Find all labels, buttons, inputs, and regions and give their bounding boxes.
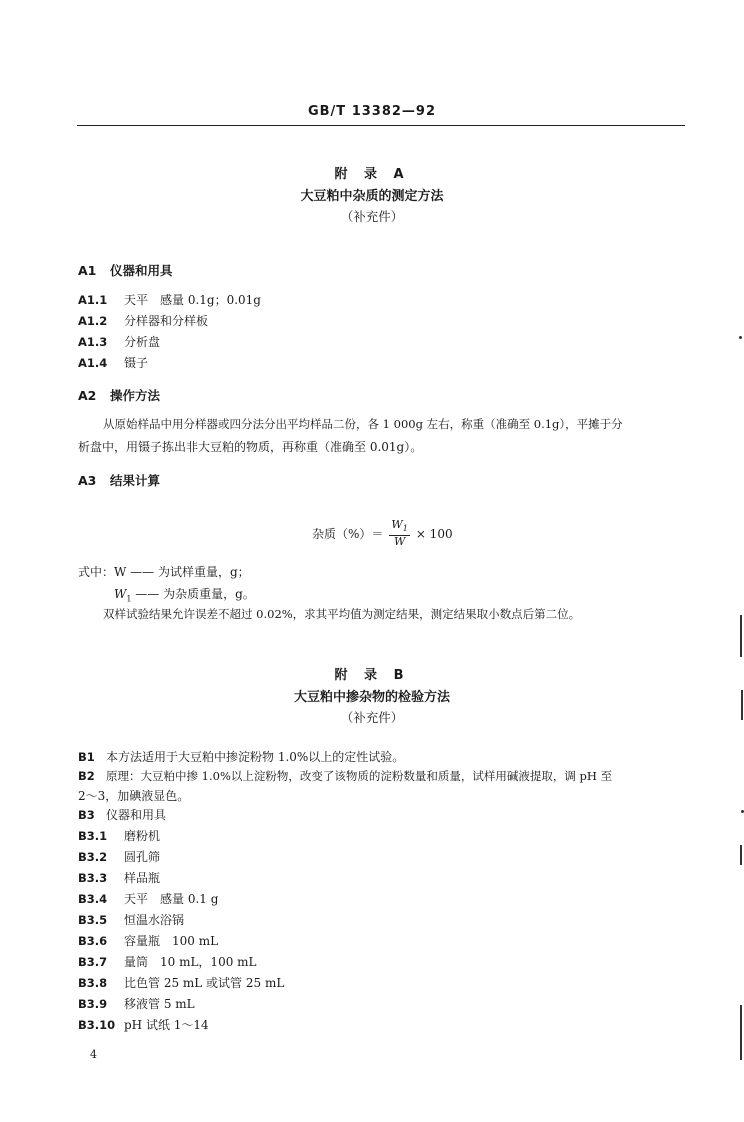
list-item	[78, 953, 257, 970]
b2-clause	[78, 768, 612, 784]
item-text: 比色管 25 mL 或试管 25 mL	[124, 976, 285, 990]
item-number: A1.2	[78, 314, 108, 328]
where-w: W —— 为试样重量，g；	[114, 565, 250, 579]
annex-a-subtitle: 大豆粕中杂质的测定方法	[300, 189, 444, 204]
formula-rhs: × 100	[415, 526, 453, 541]
a2-paragraph-line1: 从原始样品中用分样器或四分法分出平均样品二份，各 1 000g 左右，称重（准确至 0.1g），平摊于分	[103, 417, 623, 431]
b2-clause-line2: 2～3，加碘液显色。	[78, 789, 190, 803]
annex-b-subtitle: 大豆粕中掺杂物的检验方法	[293, 690, 450, 705]
section-number: A2	[78, 388, 97, 403]
where-w1-line	[114, 585, 255, 603]
tolerance-paragraph: 双样试验结果允许误差不超过 0.02%，求其平均值为测定结果，测定结果取小数点后第二位。	[103, 607, 581, 621]
page-number: 4	[90, 1048, 97, 1061]
list-item	[78, 869, 160, 886]
b1-clause	[78, 748, 404, 765]
clause-text: 原理：大豆粕中掺 1.0%以上淀粉物，改变了该物质的淀粉数量和质量，试样用碱液提取，调 pH 至	[106, 769, 613, 783]
item-number: A1.3	[78, 335, 108, 349]
item-number: B3.4	[78, 892, 108, 906]
item-number: A1.4	[78, 356, 108, 370]
item-text: 量筒 10 mL，100 mL	[124, 955, 257, 969]
b3-clause	[78, 806, 166, 823]
scan-artifact	[741, 690, 743, 720]
clause-text: 仪器和用具	[106, 808, 167, 822]
section-a3-heading	[78, 471, 160, 489]
scan-artifact	[740, 615, 742, 657]
annex-b-note: （补充件）	[340, 710, 404, 725]
impurity-formula	[312, 519, 453, 548]
item-text: 分样器和分样板	[124, 314, 209, 328]
section-a2-heading	[78, 386, 160, 404]
item-number: B3.10	[78, 1018, 116, 1032]
item-number: B3.7	[78, 955, 108, 969]
list-item	[78, 312, 208, 329]
scan-artifact	[740, 845, 742, 865]
a2-paragraph-line2: 析盘中，用镊子拣出非大豆粕的物质，再称重（准确至 0.01g）。	[78, 440, 423, 454]
clause-number: B3	[78, 808, 95, 822]
list-item	[78, 848, 160, 865]
scan-artifact	[739, 336, 742, 339]
w1-sub: 1	[126, 594, 132, 604]
item-number: A1.1	[78, 293, 108, 307]
section-a1-heading	[78, 261, 173, 279]
item-text: pH 试纸 1～14	[124, 1018, 209, 1032]
item-text: 圆孔筛	[124, 850, 161, 864]
annex-a-title: 附 录 A	[334, 167, 410, 182]
annex-a-note: （补充件）	[340, 209, 404, 224]
list-item	[78, 354, 148, 371]
header-rule	[77, 125, 685, 126]
formula-fraction	[389, 519, 409, 548]
list-item	[78, 995, 195, 1012]
where-w1: —— 为杂质重量，g。	[135, 587, 255, 601]
item-number: B3.8	[78, 976, 108, 990]
list-item	[78, 291, 261, 308]
formula-numerator	[389, 519, 409, 536]
list-item	[78, 333, 160, 350]
item-number: B3.6	[78, 934, 108, 948]
section-number: A1	[78, 263, 97, 278]
formula-lhs: 杂质（%）＝	[312, 527, 384, 542]
list-item	[78, 1016, 209, 1033]
section-title: 仪器和用具	[110, 263, 173, 278]
list-item	[78, 974, 284, 991]
section-number: A3	[78, 473, 97, 488]
item-number: B3.2	[78, 850, 108, 864]
standard-code-header: GB/T 13382—92	[307, 104, 437, 119]
list-item	[78, 911, 184, 928]
where-clause	[78, 563, 250, 580]
formula-denominator: W	[393, 535, 406, 549]
section-title: 结果计算	[110, 473, 161, 488]
item-text: 移液管 5 mL	[124, 997, 195, 1011]
item-text: 磨粉机	[124, 829, 161, 843]
numerator-var: W	[391, 518, 403, 531]
list-item	[78, 890, 218, 907]
item-text: 天平 感量 0.1 g	[124, 892, 219, 906]
item-text: 天平 感量 0.1g；0.01g	[124, 293, 261, 307]
clause-number: B2	[78, 769, 95, 783]
item-number: B3.1	[78, 829, 108, 843]
numerator-sub: 1	[402, 524, 408, 534]
list-item	[78, 827, 160, 844]
item-text: 样品瓶	[124, 871, 161, 885]
section-title: 操作方法	[110, 388, 161, 403]
w1-var: W	[114, 587, 127, 601]
where-label: 式中：	[78, 565, 115, 579]
clause-text: 本方法适用于大豆粕中掺淀粉物 1.0%以上的定性试验。	[106, 750, 405, 764]
item-text: 容量瓶 100 mL	[124, 934, 219, 948]
item-text: 镊子	[124, 356, 149, 370]
item-text: 分析盘	[124, 335, 161, 349]
clause-number: B1	[78, 750, 95, 764]
list-item	[78, 932, 218, 949]
annex-b-title: 附 录 B	[334, 668, 410, 683]
item-text: 恒温水浴锅	[124, 913, 185, 927]
scan-artifact	[740, 1005, 742, 1060]
item-number: B3.5	[78, 913, 108, 927]
item-number: B3.9	[78, 997, 108, 1011]
item-number: B3.3	[78, 871, 108, 885]
